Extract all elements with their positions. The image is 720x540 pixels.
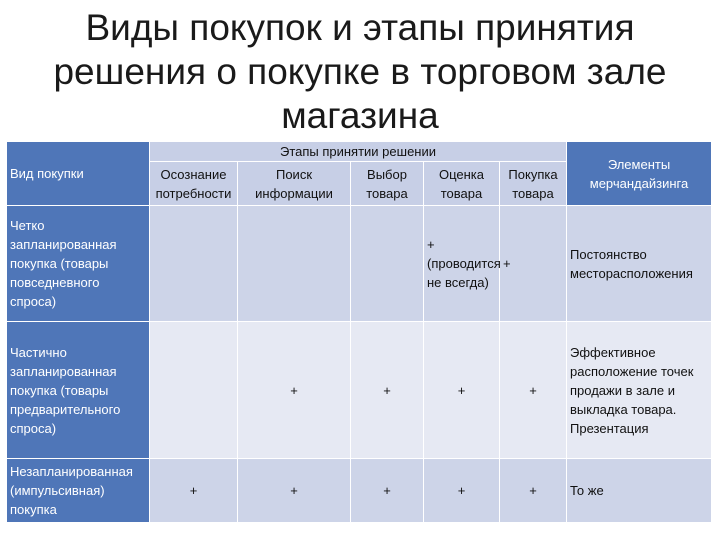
header-row-1	[7, 142, 712, 162]
col-header-search: Поиск информации	[238, 162, 351, 206]
table-row	[7, 459, 712, 523]
awareness-cell	[150, 322, 238, 459]
stages-header: Этапы принятии решении	[150, 142, 567, 162]
merchandising-cell: Эффективное расположение точек продажи в зале и выкладка товара. Презентация	[567, 322, 712, 459]
table-row	[7, 322, 712, 459]
awareness-cell	[150, 206, 238, 322]
col-header-purchase: Покупка товара	[500, 162, 567, 206]
table-row	[7, 206, 712, 322]
search-cell: +	[238, 459, 351, 523]
awareness-cell: +	[150, 459, 238, 523]
purchase-cell: +	[500, 459, 567, 523]
title-line-3: магазина	[281, 95, 439, 136]
search-cell: +	[238, 322, 351, 459]
evaluation-cell: +	[424, 322, 500, 459]
title-line-1: Виды покупок и этапы принятия	[85, 7, 635, 48]
purchase-cell: +	[500, 206, 567, 322]
merchandising-cell: То же	[567, 459, 712, 523]
row-type-cell: Частично запланированная покупка (товары предварительного спроса)	[7, 322, 150, 459]
row-type-cell: Незапланированная (импульсивная) покупка	[7, 459, 150, 523]
col-header-evaluation: Оценка товара	[424, 162, 500, 206]
col-header-merchandising: Элементы мерчандайзинга	[567, 142, 712, 206]
choice-cell: +	[351, 322, 424, 459]
col-header-awareness: Осознание потребности	[150, 162, 238, 206]
search-cell	[238, 206, 351, 322]
col-header-choice: Выбор товара	[351, 162, 424, 206]
title-line-2: решения о покупке в торговом зале	[53, 51, 667, 92]
purchase-cell: +	[500, 322, 567, 459]
col-header-type: Вид покупки	[7, 142, 150, 206]
merchandising-cell: Постоянство месторасположения	[567, 206, 712, 322]
row-type-cell: Четко запланированная покупка (товары повседневного спроса)	[7, 206, 150, 322]
page-title	[0, 6, 720, 138]
evaluation-cell: +	[424, 459, 500, 523]
evaluation-cell: +(проводится не всегда)	[424, 206, 500, 322]
choice-cell: +	[351, 459, 424, 523]
choice-cell	[351, 206, 424, 322]
purchase-stages-table	[6, 141, 712, 523]
